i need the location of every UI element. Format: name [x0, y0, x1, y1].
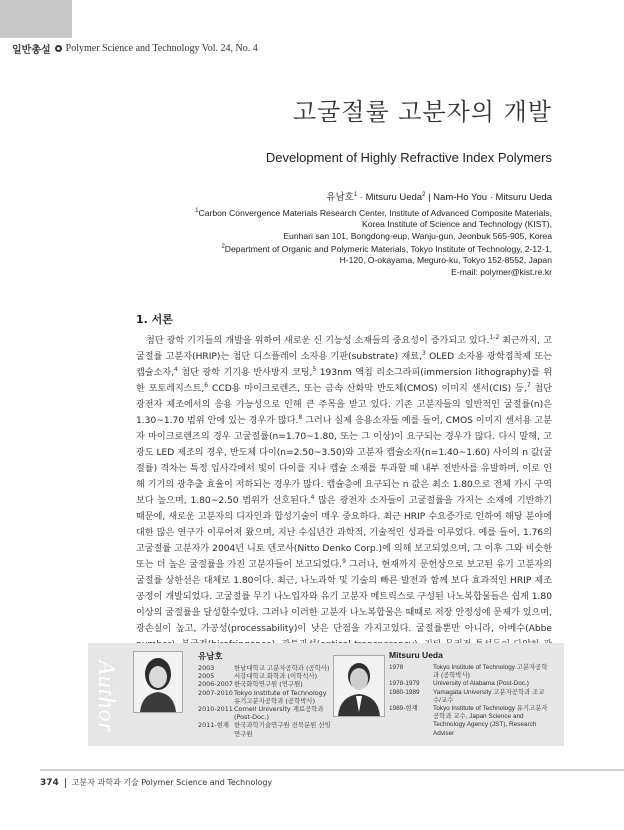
affiliation-1-line-3: Eunhari san 101, Bongdong-eup, Wanju-gun, Jeonbuk 565-905, Korea	[283, 230, 552, 241]
footer-journal: 고분자 과학과 기술 Polymer Science and Technology	[71, 778, 273, 787]
bio-row: 2003 한남대학교 고분자공학과 (공학사)	[198, 664, 330, 672]
email: E-mail: polymer@kist.re.kr	[451, 266, 552, 277]
portrait-icon	[334, 656, 384, 716]
affiliation-2-line-2: H-120, O-okayama, Meguro-ku, Tokyo 152-8552, Japan	[339, 255, 552, 266]
bio-row: 2005 서강대학교 화학과 (이학석사)	[198, 672, 318, 681]
author-names: 유남호$^1$ · Mitsuru Ueda$^2$ | Nam-Ho You · Mitsuru Ueda	[326, 192, 552, 204]
bio-name-2: Mitsuru Ueda	[389, 650, 443, 660]
corner-tab	[0, 0, 72, 38]
affiliation-2: $^2$Department of Organic and Polymeric Materials, Tokyo Institute of Technology, 2-12-1,	[221, 243, 552, 254]
bio-table-1	[198, 664, 334, 738]
section-heading: 1. 서론	[136, 313, 173, 326]
divider	[65, 778, 66, 788]
portrait-icon	[134, 652, 182, 712]
bio-row: 1978-1979 University of Alabama (Post-Doc.)	[389, 680, 529, 688]
bio-name-1: 유남호	[198, 652, 223, 662]
affiliation-1: $^1$Carbon Convergence Materials Research Center, Institute of Advanced Composite Materials,	[195, 207, 552, 218]
bio-row: 2007-2010 Tokyo Institute of Technology 유기고분자공학과 (공학박사)	[198, 688, 327, 705]
bio-table-2	[389, 664, 549, 738]
journal-header	[12, 41, 258, 56]
title-korean: 고굴절률 고분자의 개발	[292, 98, 552, 126]
bio-row: 1978 Tokyo Institute of Technology 고분자공학과 (공학박사)	[389, 664, 548, 680]
bio-row: 1989-현재 Tokyo Institute of Technology 유기고분자공학과 교수, Japan Science and Technology Agency (JST), Research Adviser	[389, 705, 548, 737]
author-photo-1	[133, 651, 183, 713]
bullet-icon	[55, 45, 62, 52]
bio-row: 1980-1989 Yamagata University 고분자공학과 조교수/교수	[389, 688, 545, 704]
title-english: Development of Highly Refractive Index Polymers	[265, 150, 552, 165]
footer	[40, 777, 272, 788]
journal-volume: Polymer Science and Technology Vol. 24, No. 4	[65, 43, 258, 54]
paragraph-1: 첨단 광학 기기들의 개발을 위하여 새로운 신 기능성 소재들의 중요성이 증가되고 있다.$^{1-2}$ 최근까지, 고굴절률 고분자(HRIP)는 첨단 디스플레이 소자용 기판(substrate) 재료,$^3$ OLED 소자용 광학접착제 또는 캡슐소자,$^4$ 첨단 광학 기기용 반사방지 코팅,$^5$ 193nm 액침 리소그라피(immersion lithography)를 위한 포토레지스트,$^6$ CCD용 마이크로렌즈, 또는 금속 산화막 반도체(CMOS) 이미지 센서(CIS) 등,$^7$ 첨단 광전자 제조에서의 응용 가능성으로 인해 큰 주목을 받고 있다. 기존 고분자들의 일반적인 굴절률(n)은 1.30~1.70 범위 안에 있는 경우가 많다.$^8$ 그러나 실제 응용소자들 예를 들어, CMOS 이미지 센서용 고분자 마이크로렌즈의 경우 고굴절률(n=1.70~1.80, 또는 그 이상)이 요구되는 경우가 많다. 다시 말해, 고광도 LED 제조의 경우, 반도체 다이(n=2.50~3.50)와 고분자 캡슐소자(n=1.40~1.60) 사이의 n 값(굴절률) 격차는 특정 입사각에서 빛이 다이를 지나 캡슐 소재를 투과할 때 내부 전반사를 유발하며, 이로 인해 기기의 광추출 효율이 저하되는 경우가 많다. 캡슐층에 요구되는 n 값은 최소 1.80으로 전체 가시 구역보다 높으며, 1.80~2.50 범위가 선호된다.$^4$ 많은 광전자 소자들이 고굴절률을 가지는 소재에 기반하기 때문에, 새로운 고분자의 디자인과 합성기술이 매우 중요하다. 최근 HRIP 수요증가로 인하여 해당 분야에 대한 많은 연구가 이루어져 왔으며, 지난 수십년간 과학적, 기술적인 성과를 이루었다. 예를 들어, 1.76의 고굴절률 고분자가 2004년 니토 덴코사(Nitto Denko Corp.)에 의해 보고되었으며, 그 이후 그와 비슷한 또는 더 높은 굴절률을 가진 고분자들이 보고되었다.$^9$ 그러나, 현재까지 문헌상으로 보고된 유기 고분자의 굴절률 상한선은 대체로 1.80이다. 최근, 나노과학 및 기술의 빠른 발전과 함께 보다 효과적인 HRIP 제조공정이 개발되었다. 고굴절률 무기 나노입자와 유기 고분자 메트릭스로 구성된 나노복합물들은 쉽게 1.80 이상의 굴절률을 달성할수있다. 그러나 이러한 고분자 나노복합물은 때때로 저장 안정성에 문제가 있으며, 광손실이 높고, 가공성(processability)이 낮은 단점을 가지고있다. 굴절률뿐만 아니라, 아베수(Abbe	[136, 333, 552, 634]
author-side-label: Author	[92, 659, 119, 733]
bio-row: 2011-현재 한국과학기술연구원 전북분원 선임연구원	[198, 721, 331, 738]
page-number: 374	[40, 777, 59, 788]
series-label: 일반총설	[12, 45, 51, 56]
bio-row: 2006-2007 한국화학연구원 (연구원)	[198, 680, 303, 689]
footer-divider	[40, 769, 624, 771]
authors-block	[132, 190, 552, 278]
body-text	[136, 333, 552, 669]
bio-row: 2010-2011 Cornell University 재료공학과 (Post-Doc.)	[198, 705, 324, 722]
affiliation-1-line-2: Korea Institute of Science and Technology (KIST),	[362, 219, 552, 230]
author-photo-2	[333, 655, 385, 717]
